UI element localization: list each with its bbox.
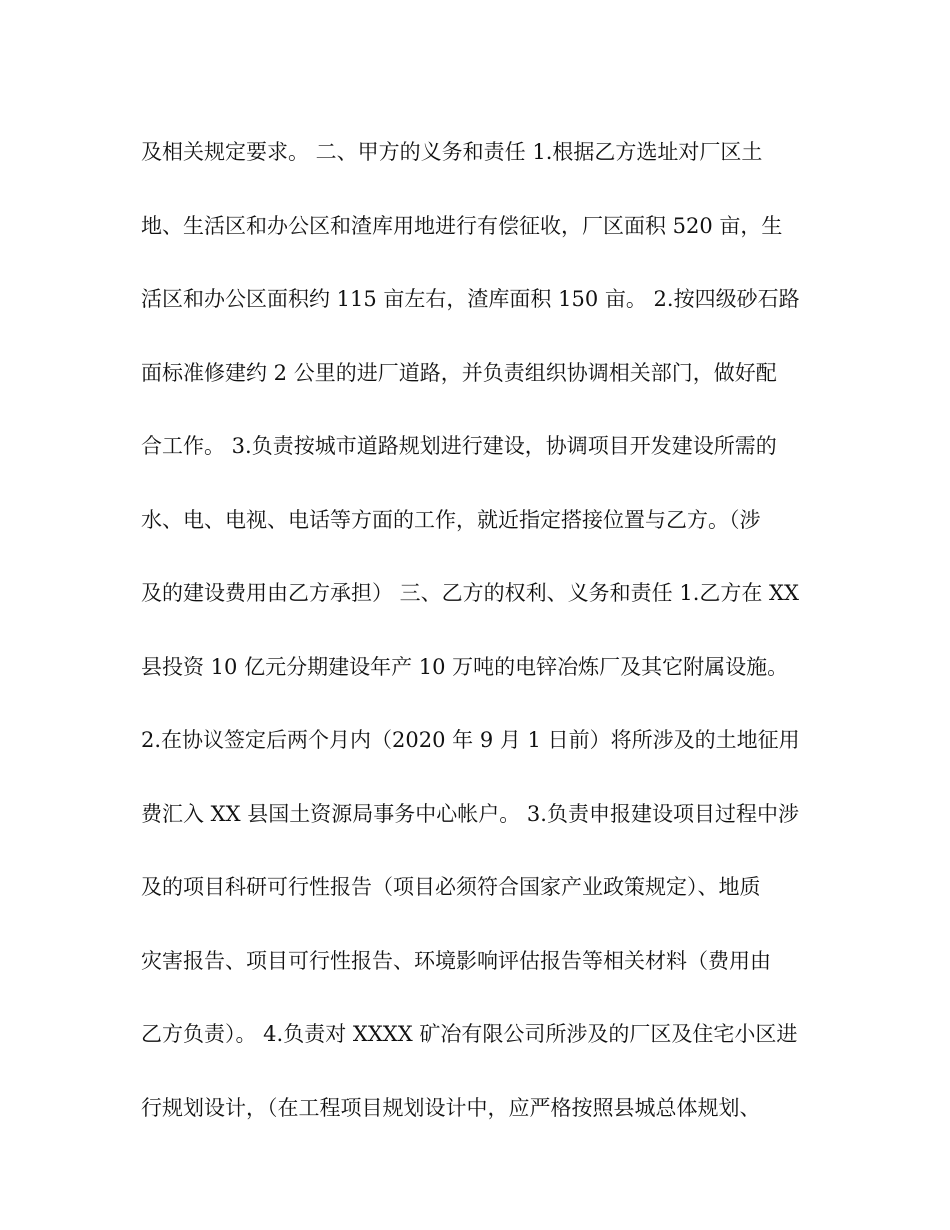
text-line: 费汇入 XX 县国土资源局事务中心帐户。 3.负责申报建设项目过程中涉 <box>141 801 799 826</box>
text-line: 灾害报告、项目可行性报告、环境影响评估报告等相关材料（费用由 <box>141 948 771 973</box>
text-line: 行规划设计，（在工程项目规划设计中，应严格按照县城总体规划、 <box>141 1095 761 1120</box>
text-line: 水、电、电视、电话等方面的工作，就近指定搭接位置与乙方。（涉 <box>141 507 761 532</box>
text-line: 合工作。 3.负责按城市道路规划进行建设，协调项目开发建设所需的 <box>141 434 777 458</box>
text-line: 及的建设费用由乙方承担） 三、乙方的权利、义务和责任 1.乙方在 XX <box>141 581 799 605</box>
text-line: 及的项目科研可行性报告（项目必须符合国家产业政策规定）、地质 <box>141 875 761 899</box>
text-line: 2.在协议签定后两个月内（2020 年 9 月 1 日前）将所涉及的土地征用 <box>141 728 800 752</box>
text-line: 县投资 10 亿元分期建设年产 10 万吨的电锌冶炼厂及其它附属设施。 <box>141 654 789 679</box>
document-body <box>141 126 821 1155</box>
text-line: 面标准修建约 2 公里的进厂道路，并负责组织协调相关部门，做好配 <box>141 360 777 385</box>
text-line: 及相关规定要求。 二、甲方的义务和责任 1.根据乙方选址对厂区土 <box>141 140 763 164</box>
text-line: 活区和办公区面积约 115 亩左右，渣库面积 150 亩。 2.按四级砂石路 <box>141 287 800 311</box>
text-line: 乙方负责）。 4.负责对 XXXX 矿冶有限公司所涉及的厂区及住宅小区进 <box>141 1022 798 1046</box>
text-line: 地、生活区和办公区和渣库用地进行有偿征收，厂区面积 520 亩，生 <box>141 213 783 238</box>
